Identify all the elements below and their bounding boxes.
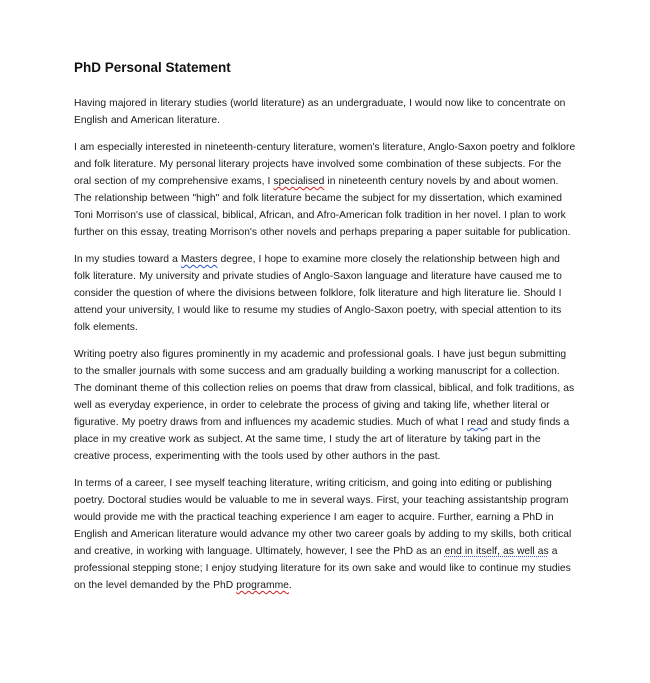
paragraph-text: Writing poetry also figures prominently in my academic and professional goals. I have just begun submitting to the smaller journals with some success and am gradually building a working manuscript for a collection. The dominant theme of this collection relies on poems that draw from classical, biblical, and folk traditions, as well as everyday experience, in order to celebrate the process of giving and taking life, whether literal or figurative. My poetry draws from and influences my academic studies. Much of what I [74,349,575,428]
paragraph-text: In my studies toward a [74,254,181,265]
paragraph-text: In terms of a career, I see myself teaching literature, writing criticism, and going into editing or publishing poetry. Doctoral studies would be valuable to me in several ways. First, your teaching assistantship program would provide me with the practical teaching experience I am eager to acquire. Further, earning a PhD in English and American literature would advance my other two career goals by adding to my skills, both critical and creative, in working with language. Ultimately, however, I see the PhD as an [74,478,572,557]
spelling-flag[interactable]: specialised [273,176,325,187]
paragraph [74,475,576,594]
paragraph-text: in nineteenth century novels by and about women. The relationship between "high" and folk literature became the subject for my dissertation, which examined Toni Morrison's use of classical, biblical, African, and Afro-American folk tradition in her novel. I plan to work further on this essay, treating Morrison's other novels and perhaps preparing a paper suitable for publication. [74,176,571,238]
grammar-flag[interactable]: Masters [180,254,218,265]
paragraph [74,251,576,336]
paragraph [74,346,576,465]
spelling-flag[interactable]: programme [236,580,289,591]
paragraph-text: I am especially interested in nineteenth-century literature, women's literature, Anglo-Saxon poetry and folklore and folk literature. My personal literary projects have involved some combination of these subjects. For the oral section of my comprehensive exams, I [74,142,576,187]
paragraph [74,95,576,129]
paragraph-text: . [288,580,292,591]
paragraph-text: and study finds a place in my creative work as subject. At the same time, I study the art of literature by taking part in the creative process, experimenting with the tools used by other authors in the past. [74,417,570,462]
document-page [74,58,576,604]
paragraph-text: a professional stepping stone; I enjoy studying literature for its own sake and would like to continue my studies on the level demanded by the PhD [74,546,571,591]
document-body [74,95,576,594]
paragraph-text: degree, I hope to examine more closely the relationship between high and folk literature. My university and private studies of Anglo-Saxon language and literature have caused me to consider the question of where the divisions between folklore, folk literature and high literature lie. Should I attend your university, I would like to resume my studies of Anglo-Saxon poetry, with special attention to its folk elements. [74,254,562,333]
grammar-flag[interactable]: read [467,417,488,428]
paragraph [74,139,576,241]
document-title: PhD Personal Statement [74,60,231,75]
grammar-flag[interactable]: end in itself, as well as [444,546,549,557]
paragraph-text: Having majored in literary studies (world literature) as an undergraduate, I would now like to concentrate on English and American literature. [74,98,566,126]
